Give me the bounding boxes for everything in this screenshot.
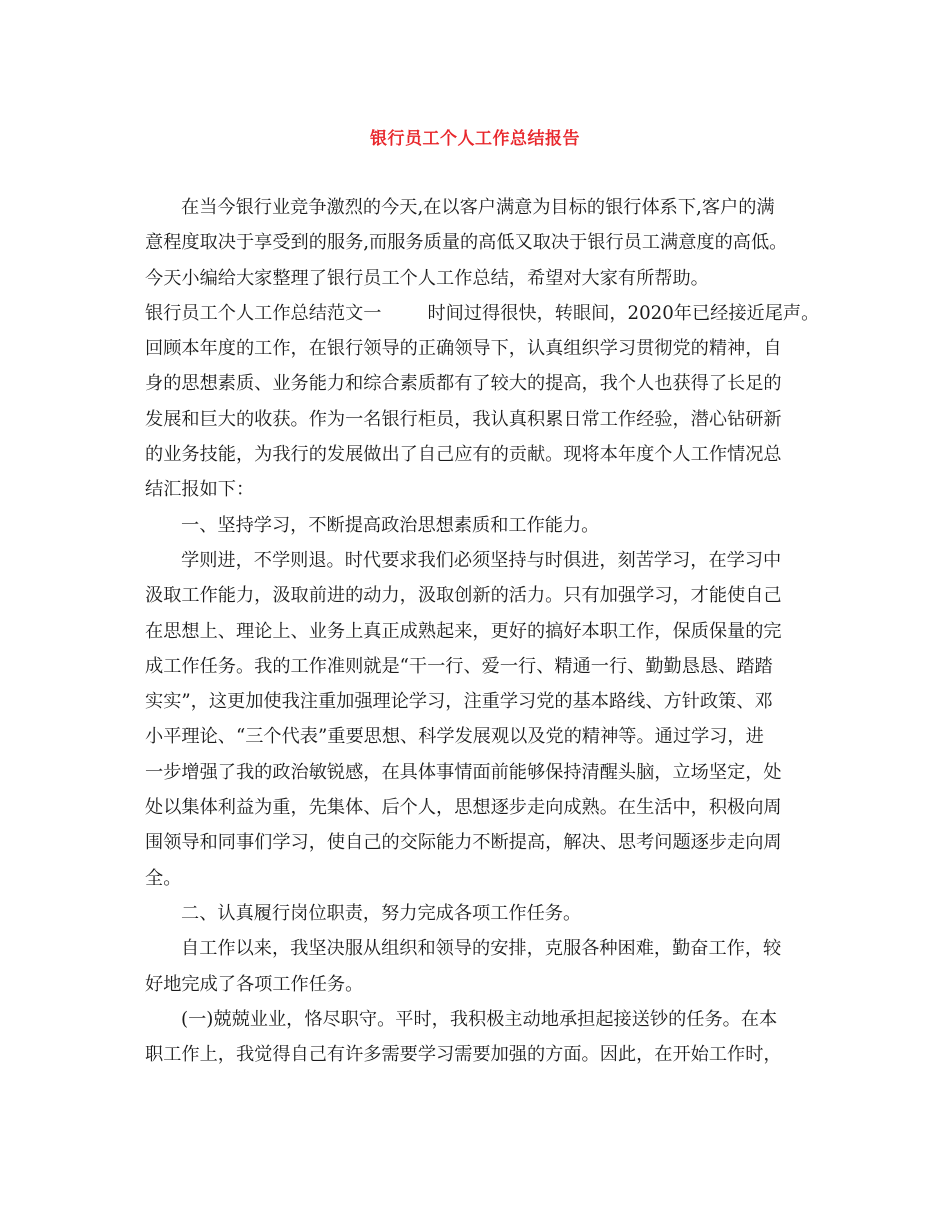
paragraph-line: 自工作以来，我坚决服从组织和领导的安排，克服各种困难，勤奋工作，较 <box>181 938 782 960</box>
paragraph-line: 好地完成了各项工作任务。 <box>145 973 364 995</box>
paragraph-line: 在当今银行业竞争激烈的今天,在以客户满意为目标的银行体系下,客户的满 <box>181 197 775 218</box>
paragraph-line: 成工作任务。我的工作准则就是“干一行、爱一行、精通一行、勤勤恳恳、踏踏 <box>145 655 773 677</box>
paragraph-line: 全。 <box>145 867 182 889</box>
paragraph-line: 职工作上，我觉得自己有许多需要学习需要加强的方面。因此，在开始工作时， <box>145 1044 782 1066</box>
paragraph-line: 一步增强了我的政治敏锐感，在具体事情面前能够保持清醒头脑，立场坚定，处 <box>145 761 782 783</box>
paragraph-line: 在思想上、理论上、业务上真正成熟起来，更好的搞好本职工作，保质保量的完 <box>145 620 782 642</box>
section-heading: 一、坚持学习，不断提高政治思想素质和工作能力。 <box>181 514 600 536</box>
paragraph-line: 围领导和同事们学习，使自己的交际能力不断提高，解决、思考问题逐步走向周 <box>145 832 782 854</box>
paragraph-line: 实实”，这更加使我注重加强理论学习，注重学习党的基本路线、方针政策、邓 <box>145 691 773 713</box>
paragraph-line: 的业务技能，为我行的发展做出了自己应有的贡献。现将本年度个人工作情况总 <box>145 444 782 466</box>
paragraph-line: 小平理论、“三个代表”重要思想、科学发展观以及党的精神等。通过学习，进 <box>145 726 764 748</box>
document-body <box>145 190 820 1072</box>
document-title: 银行员工个人工作总结报告 <box>370 129 580 149</box>
section-heading: 二、认真履行岗位职责，努力完成各项工作任务。 <box>181 902 582 924</box>
paragraph-line: 处以集体利益为重，先集体、后个人，思想逐步走向成熟。在生活中，积极向周 <box>145 797 782 819</box>
paragraph-text: 时间过得很快，转眼间，2020年已经接近尾声。 <box>427 302 820 324</box>
paragraph-line: 汲取工作能力，汲取前进的动力，汲取创新的活力。只有加强学习，才能使自己 <box>145 585 782 607</box>
section-heading-line <box>145 296 820 331</box>
paragraph-line: 今天小编给大家整理了银行员工个人工作总结，希望对大家有所帮助。 <box>145 267 709 289</box>
paragraph-line: 结汇报如下： <box>145 479 255 501</box>
paragraph-line: 学则进，不学则退。时代要求我们必须坚持与时俱进，刻苦学习，在学习中 <box>181 549 782 571</box>
paragraph-line: 身的思想素质、业务能力和综合素质都有了较大的提高，我个人也获得了长足的 <box>145 373 782 395</box>
paragraph-line: 意程度取决于享受到的服务,而服务质量的高低又取决于银行员工满意度的高低。 <box>145 232 788 254</box>
paragraph-line: (一)兢兢业业，恪尽职守。平时，我积极主动地承担起接送钞的任务。在本 <box>181 1008 778 1030</box>
paragraph-line: 回顾本年度的工作，在银行领导的正确领导下，认真组织学习贯彻党的精神，自 <box>145 338 782 360</box>
paragraph-line: 发展和巨大的收获。作为一名银行柜员，我认真积累日常工作经验，潜心钻研新 <box>145 408 782 430</box>
sample-heading: 银行员工个人工作总结范文一 <box>145 302 382 324</box>
